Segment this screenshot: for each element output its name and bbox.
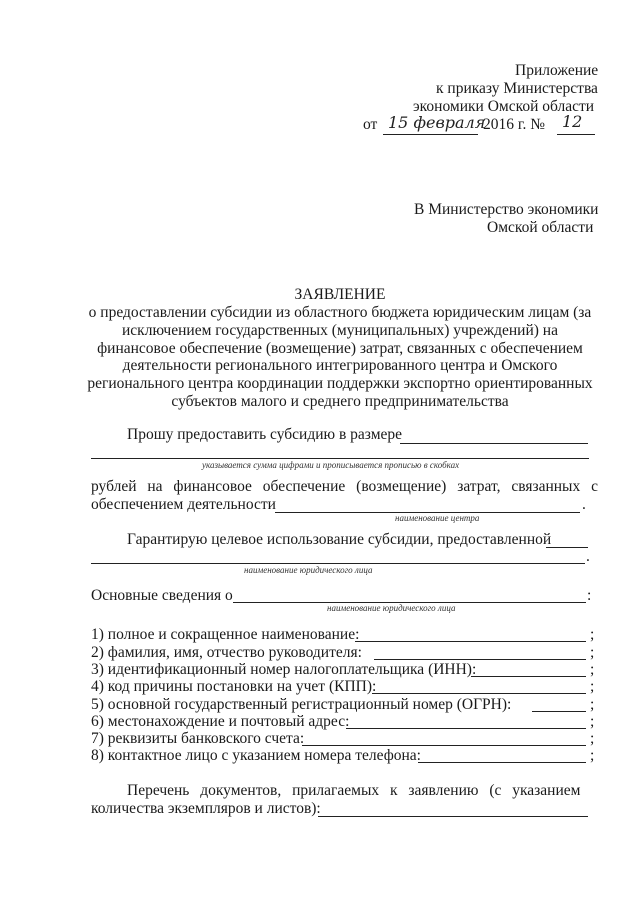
year-and-number-label: 2016 г. №	[483, 116, 546, 133]
entity-name-field-1-continued[interactable]	[91, 563, 585, 564]
item-full-name: 1) полное и сокращенное наименование:	[91, 626, 360, 643]
item-address-field[interactable]	[346, 728, 586, 729]
semicolon: ;	[590, 678, 595, 695]
subtitle-line: о предоставлении субсидии из областного бюджета юридическим лицам (за	[88, 304, 592, 321]
item-ogrn-field[interactable]	[532, 711, 586, 712]
subtitle-line: исключением государственных (муниципальных) учреждений) на	[122, 322, 558, 339]
semicolon: ;	[590, 626, 595, 643]
item-kpp: 4) код причины постановки на учет (КПП):	[91, 678, 377, 695]
basic-info-text: Основные сведения о	[91, 587, 233, 604]
item-director-name: 2) фамилия, имя, отчество руководителя:	[91, 644, 362, 661]
handwritten-date: 15 февраля	[388, 113, 486, 132]
item-inn-field[interactable]	[471, 676, 586, 677]
guarantee-text: Гарантирую целевое использование субсидии, предоставленной	[127, 531, 552, 548]
subsidy-amount-field-continued[interactable]	[91, 458, 589, 459]
semicolon: ;	[590, 644, 595, 661]
item-contact-field[interactable]	[418, 762, 586, 763]
entity-name-field-1[interactable]	[546, 547, 588, 548]
item-director-name-field[interactable]	[374, 659, 586, 660]
semicolon: ;	[590, 696, 595, 713]
item-address: 6) местонахождение и почтовый адрес:	[91, 713, 350, 730]
handwritten-number: 12	[562, 112, 583, 131]
addressee-line2: Омской области	[487, 219, 594, 236]
documents-list-field[interactable]	[318, 816, 588, 817]
entity-caption-1: наименование юридического лица	[244, 565, 373, 575]
order-reference: к приказу Министерства	[436, 80, 598, 97]
subtitle-line: финансовое обеспечение (возмещение) затрат, связанных с обеспечением	[97, 340, 583, 357]
ministry-name: экономики Омской области	[413, 98, 595, 115]
item-bank-details: 7) реквизиты банковского счета:	[91, 730, 305, 747]
rubles-text-line1: рублей на финансовое обеспечение (возмещение) затрат, связанных с	[91, 478, 598, 495]
item-kpp-field[interactable]	[372, 693, 586, 694]
date-line	[383, 134, 478, 135]
period: .	[586, 548, 590, 565]
sum-caption: указывается сумма цифрами и прописывается прописью в скобках	[202, 460, 460, 470]
semicolon: ;	[590, 730, 595, 747]
subsidy-amount-field[interactable]	[400, 443, 588, 444]
item-ogrn: 5) основной государственный регистрационный номер (ОГРН):	[91, 696, 512, 713]
subtitle-line: субъектов малого и среднего предпринимательства	[171, 393, 509, 410]
date-from-label: от	[363, 116, 378, 133]
entity-caption-2: наименование юридического лица	[327, 603, 456, 613]
appendix-label: Приложение	[515, 62, 599, 79]
subtitle-line: регионального центра координации поддержки экспортно ориентированных	[87, 375, 593, 392]
center-caption: наименование центра	[395, 513, 480, 523]
item-full-name-field[interactable]	[355, 641, 586, 642]
colon: :	[587, 587, 592, 604]
rubles-text-line2: обеспечением деятельности	[91, 496, 276, 513]
semicolon: ;	[590, 747, 595, 764]
semicolon: ;	[590, 713, 595, 730]
document-title: ЗАЯВЛЕНИЕ	[294, 286, 386, 303]
request-text: Прошу предоставить субсидию в размере	[127, 426, 403, 443]
documents-text-line2: количества экземпляров и листов):	[91, 800, 321, 817]
period: .	[582, 496, 586, 513]
item-bank-details-field[interactable]	[302, 745, 586, 746]
addressee-line1: В Министерство экономики	[414, 201, 599, 218]
item-contact: 8) контактное лицо с указанием номера телефона:	[91, 747, 421, 764]
subtitle-line: деятельности регионального интегрированного центра и Омского	[122, 357, 558, 374]
number-line	[557, 134, 595, 135]
documents-text-line1: Перечень документов, прилагаемых к заявлению (с указанием	[127, 782, 581, 799]
semicolon: ;	[590, 661, 595, 678]
item-inn: 3) идентификационный номер налогоплательщика (ИНН):	[91, 661, 477, 678]
